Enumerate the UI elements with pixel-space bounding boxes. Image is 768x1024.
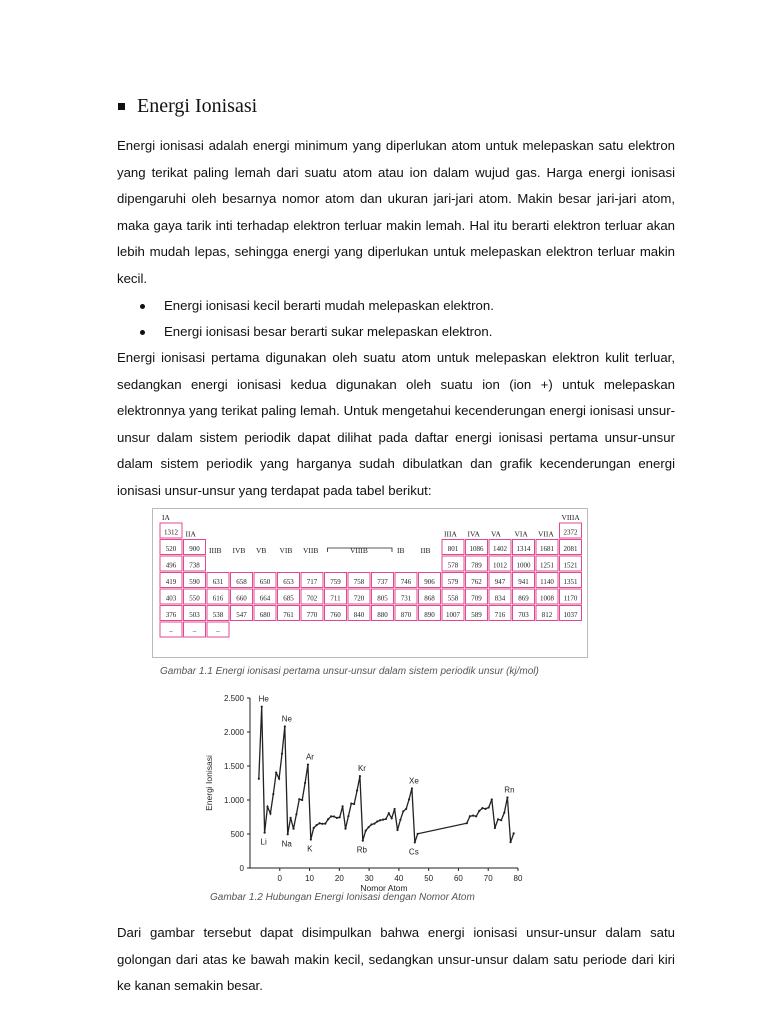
group-label: VIIA <box>538 529 554 539</box>
data-point <box>264 832 266 834</box>
cell-value: 520 <box>165 545 177 553</box>
data-point <box>281 753 283 755</box>
caption-figure-2: Gambar 1.2 Hubungan Energi Ionisasi dengan Nomor Atom <box>210 892 475 903</box>
group-label: VIIIA <box>561 513 580 522</box>
cell-value: 1140 <box>540 578 554 586</box>
data-point <box>298 798 300 800</box>
cell-value: 702 <box>306 594 318 603</box>
data-point <box>472 815 474 817</box>
y-tick-label: 500 <box>230 830 244 839</box>
cell-value: 834 <box>494 594 506 603</box>
data-point <box>292 828 294 830</box>
data-point <box>290 817 292 819</box>
paragraph-1: Energi ionisasi adalah energi minimum yang diperlukan atom untuk melepaskan satu elektron yang terikat paling lemah dari suatu atom atau ion dalam wujud gas. Harga energi ionisasi dipengaruhi oleh besarnya nomor atom dan ukuran jari-jari atom. Makin besar jari-jari atom, maka gaya tarik inti terhadap elektron terluar makin lemah. Hal itu berarti elektron terluar akan lebih mudah lepas, sehingga energi yang diperlukan untuk melepaskan elektron terluar makin kecil. <box>117 138 675 286</box>
data-point <box>417 833 419 835</box>
cell-value: 812 <box>541 611 553 619</box>
cell-value: 547 <box>236 611 247 619</box>
data-point <box>414 841 416 843</box>
cell-value: 1314 <box>516 545 531 553</box>
cell-value: 880 <box>377 611 388 619</box>
data-point <box>327 818 329 820</box>
group-label: IIIB <box>209 546 222 555</box>
data-point <box>356 789 358 791</box>
cell-value: 631 <box>212 578 224 586</box>
cell-value: 703 <box>518 611 529 619</box>
data-point <box>368 826 370 828</box>
cell-value: – <box>216 627 220 636</box>
cell-value: 1402 <box>493 545 507 553</box>
cell-value: 376 <box>165 611 177 619</box>
cell-value: 941 <box>518 578 529 586</box>
data-point <box>484 808 486 810</box>
group-label: VIIB <box>303 546 319 555</box>
cell-value: 760 <box>330 611 341 619</box>
paragraph-2: Energi ionisasi pertama digunakan oleh suatu atom untuk melepaskan elektron kulit terluar, sedangkan energi ionisasi kedua digunakan oleh suatu ion (ion +) untuk melepaskan elektronnya yang terikat paling lemah. Untuk mengetahui kecenderungan energi ionisasi unsur-unsur dalam sistem periodik dapat dilihat pada daftar energi ionisasi pertama unsur-unsur dalam sistem periodik yang harganya sudah dibulatkan dan grafik kecenderungan energi ionisasi unsur-unsur yang terdapat pada tabel berikut: <box>117 350 675 498</box>
data-point <box>344 828 346 830</box>
data-point <box>509 841 511 843</box>
data-point <box>347 815 349 817</box>
cell-value: 731 <box>400 594 412 603</box>
cell-value: 589 <box>471 611 482 619</box>
cell-value: 711 <box>330 594 341 603</box>
cell-value: 717 <box>306 578 318 586</box>
data-point <box>497 818 499 820</box>
cell-value: – <box>169 627 173 636</box>
data-point <box>466 822 468 824</box>
list-item: Energi ionisasi kecil berarti mudah melepaskan elektron. <box>140 293 494 319</box>
cell-value: 716 <box>494 611 506 619</box>
cell-value: 1312 <box>164 528 178 537</box>
data-point <box>385 818 387 820</box>
group-label: IB <box>397 546 405 555</box>
cell-value: 746 <box>400 578 412 586</box>
cell-value: 758 <box>353 578 365 586</box>
heading-text: Energi Ionisasi <box>137 95 258 117</box>
cell-value: 1008 <box>540 594 554 603</box>
cell-value: 578 <box>447 561 459 570</box>
data-point <box>287 833 289 835</box>
cell-value: 947 <box>494 578 506 586</box>
element-annotation: Na <box>281 839 292 849</box>
cell-value: 840 <box>353 611 365 619</box>
element-annotation: Cs <box>408 847 419 857</box>
data-point <box>376 820 378 822</box>
x-tick-label: 50 <box>424 874 434 883</box>
cell-value: 650 <box>259 578 271 586</box>
cell-value: 870 <box>400 611 412 619</box>
cell-value: 653 <box>283 578 294 586</box>
x-tick-label: 30 <box>364 874 374 883</box>
data-point <box>275 772 277 774</box>
x-tick-label: 40 <box>394 874 404 883</box>
cell-value: 680 <box>259 611 271 619</box>
cell-value: 1012 <box>493 561 507 570</box>
cell-value: 1521 <box>563 561 578 570</box>
cell-value: 801 <box>447 545 459 553</box>
y-tick-label: 2.000 <box>223 728 244 737</box>
x-tick-label: 0 <box>277 874 283 883</box>
cell-value: 770 <box>306 611 318 619</box>
data-point <box>333 815 335 817</box>
data-point <box>396 829 398 831</box>
data-point <box>330 815 332 817</box>
cell-value: 550 <box>189 594 200 603</box>
y-tick-label: 1.000 <box>223 796 244 805</box>
cell-value: 1170 <box>563 594 578 603</box>
x-tick-label: 10 <box>305 874 315 883</box>
data-point <box>310 838 312 840</box>
paragraph-3: Dari gambar tersebut dapat disimpulkan bahwa energi ionisasi unsur-unsur dalam satu golongan dari atas ke bawah makin kecil, sedangkan unsur-unsur dalam satu periode dari kiri ke kanan semakin besar. <box>117 925 675 993</box>
y-tick-label: 1.500 <box>223 762 244 771</box>
data-point <box>513 832 515 834</box>
data-point <box>411 787 413 789</box>
cell-value: 579 <box>447 578 459 586</box>
data-point <box>488 806 490 808</box>
x-tick-label: 80 <box>513 874 523 883</box>
cell-value: 2372 <box>563 528 578 537</box>
data-point <box>339 816 341 818</box>
element-annotation: K <box>307 844 313 854</box>
data-point <box>379 819 381 821</box>
ionization-energy-table <box>152 508 588 658</box>
cell-value: 762 <box>471 578 482 586</box>
cell-value: 590 <box>189 578 200 586</box>
group-label: VIB <box>279 546 293 555</box>
x-tick-label: 20 <box>334 874 344 883</box>
caption-figure-1: Gambar 1.1 Energi ionisasi pertama unsur-unsur dalam sistem periodik unsur (kj/mol) <box>160 666 539 677</box>
cell-value: 658 <box>236 578 247 586</box>
cell-value: 1681 <box>540 545 554 553</box>
cell-value: 558 <box>447 594 459 603</box>
data-point <box>324 822 326 824</box>
data-point <box>388 812 390 814</box>
data-point <box>506 796 508 798</box>
data-point <box>272 793 274 795</box>
cell-value: 664 <box>259 594 271 603</box>
data-point <box>394 808 396 810</box>
element-annotation: Rb <box>356 845 367 855</box>
y-tick-label: 0 <box>239 864 244 873</box>
data-point <box>336 817 338 819</box>
data-point <box>318 822 320 824</box>
data-point <box>365 830 367 832</box>
group-label: IVA <box>467 529 480 539</box>
cell-value: 869 <box>518 594 529 603</box>
data-point <box>405 808 407 810</box>
group-label: VIA <box>514 529 528 539</box>
data-point <box>304 782 306 784</box>
data-point <box>373 823 375 825</box>
element-annotation: Xe <box>409 776 419 786</box>
list-item: Energi ionisasi besar berarti sukar melepaskan elektron. <box>140 319 494 345</box>
data-point <box>307 763 309 765</box>
data-point <box>353 803 355 805</box>
data-point <box>478 810 480 812</box>
element-annotation: Ar <box>305 752 314 762</box>
y-axis-label: Energi Ionisasi <box>204 755 214 811</box>
group-label: IA <box>162 513 170 522</box>
cell-value: 906 <box>424 578 435 586</box>
element-annotation: He <box>258 694 269 704</box>
x-tick-label: 60 <box>453 874 463 883</box>
data-point <box>313 827 315 829</box>
data-point <box>370 823 372 825</box>
section-heading <box>118 95 257 118</box>
data-point <box>321 823 323 825</box>
y-tick-label: 2.500 <box>223 694 244 703</box>
data-point <box>408 798 410 800</box>
group-label: IIA <box>185 529 196 539</box>
data-point <box>278 778 280 780</box>
element-annotation: Ne <box>281 714 292 724</box>
cell-value: 709 <box>471 594 482 603</box>
element-annotation: Li <box>260 837 267 847</box>
cell-value: – <box>192 627 197 636</box>
data-point <box>481 807 483 809</box>
cell-value: 660 <box>236 594 247 603</box>
cell-value: 503 <box>189 611 200 619</box>
data-point <box>475 815 477 817</box>
cell-value: 685 <box>283 594 294 603</box>
group-label: VB <box>256 546 267 555</box>
ionization-energy-chart <box>200 690 535 900</box>
cell-value: 720 <box>353 594 365 603</box>
data-point <box>399 819 401 821</box>
data-point <box>342 805 344 807</box>
cell-value: 900 <box>189 545 200 553</box>
data-point <box>261 706 263 708</box>
cell-value: 496 <box>165 561 177 570</box>
data-point <box>503 812 505 814</box>
cell-value: 616 <box>212 594 224 603</box>
data-point <box>301 799 303 801</box>
cell-value: 868 <box>424 594 435 603</box>
data-point <box>494 827 496 829</box>
cell-value: 759 <box>330 578 341 586</box>
bullet-icon <box>140 330 145 335</box>
cell-value: 1037 <box>563 611 578 619</box>
bullet-list <box>140 293 494 345</box>
cell-value: 1086 <box>469 545 484 553</box>
data-point <box>295 813 297 815</box>
data-point <box>316 824 318 826</box>
data-point <box>491 798 493 800</box>
data-point <box>391 817 393 819</box>
cell-value: 403 <box>165 594 177 603</box>
x-axis-label: Nomor Atom <box>360 883 408 893</box>
cell-value: 1007 <box>446 611 460 619</box>
square-bullet-icon <box>118 103 125 110</box>
cell-value: 1251 <box>540 561 554 570</box>
data-line <box>259 707 514 843</box>
group-label: IVB <box>232 546 246 555</box>
cell-value: 761 <box>283 611 294 619</box>
data-point <box>382 819 384 821</box>
group-label: IIIA <box>444 529 457 539</box>
cell-value: 789 <box>471 561 482 570</box>
element-annotation: Kr <box>357 764 366 774</box>
group-label: VA <box>491 529 501 539</box>
cell-value: 890 <box>424 611 435 619</box>
data-point <box>258 778 260 780</box>
group-label: VIIIB <box>350 546 368 555</box>
cell-value: 1351 <box>563 578 578 586</box>
cell-value: 737 <box>377 578 388 586</box>
data-point <box>362 839 364 841</box>
data-point <box>402 810 404 812</box>
data-point <box>469 815 471 817</box>
element-annotation: Rn <box>504 785 515 795</box>
data-point <box>269 812 271 814</box>
cell-value: 538 <box>212 611 224 619</box>
data-point <box>350 803 352 805</box>
data-point <box>266 806 268 808</box>
group-label: IIB <box>420 546 431 555</box>
cell-value: 1000 <box>516 561 531 570</box>
data-point <box>359 775 361 777</box>
data-point <box>284 725 286 727</box>
cell-value: 419 <box>165 578 177 586</box>
data-point <box>500 819 502 821</box>
cell-value: 805 <box>377 594 388 603</box>
x-tick-label: 70 <box>483 874 493 883</box>
cell-value: 738 <box>189 561 200 570</box>
bullet-icon <box>140 304 145 309</box>
cell-value: 2081 <box>563 545 578 553</box>
